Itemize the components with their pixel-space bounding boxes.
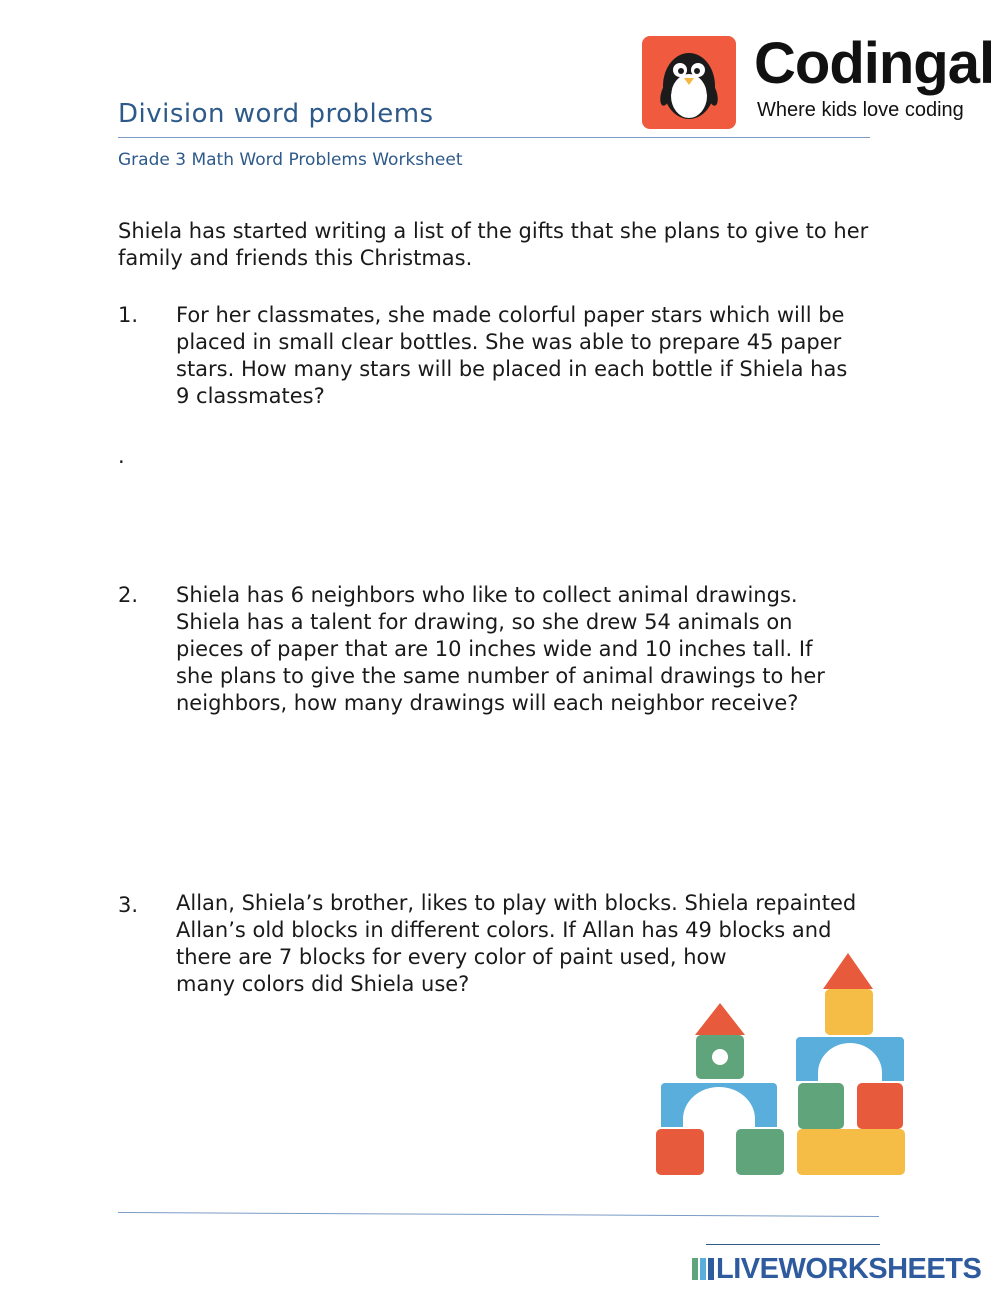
question-1-text: For her classmates, she made colorful paper stars which will be placed in small clear bottles. She was able to prepare 45 paper stars. How many stars will be placed in each bottle if Shiela has 9 classmates? bbox=[176, 303, 848, 408]
question-2-number: 2. bbox=[118, 583, 139, 607]
penguin-logo-icon bbox=[642, 36, 736, 129]
liveworksheets-logo-icon bbox=[692, 1258, 714, 1280]
question-3-number: 3. bbox=[118, 893, 139, 917]
page-subtitle: Grade 3 Math Word Problems Worksheet bbox=[118, 150, 463, 170]
page-title: Division word problems bbox=[118, 99, 434, 129]
right-roof-block bbox=[823, 953, 873, 989]
footer-divider bbox=[118, 1212, 879, 1217]
brand-tagline: Where kids love coding bbox=[757, 99, 964, 121]
watermark-rule bbox=[706, 1244, 880, 1245]
intro-paragraph: Shiela has started writing a list of the gifts that she plans to give to her family and friends this Christmas. bbox=[118, 219, 869, 270]
question-3-text: Allan, Shiela’s brother, likes to play with blocks. Shiela repainted Allan’s old blocks in different colors. If Allan has 49 blocks and there are 7 blocks for every color of paint used, how many colors did Shiela use? bbox=[176, 891, 857, 996]
answer-mark: . bbox=[118, 444, 125, 468]
left-green-base-block bbox=[736, 1129, 784, 1175]
right-yellow-base-block bbox=[797, 1129, 905, 1175]
right-red-block bbox=[857, 1083, 903, 1129]
right-green-block bbox=[798, 1083, 844, 1129]
left-red-block bbox=[656, 1129, 704, 1175]
question-2-text: Shiela has 6 neighbors who like to collect animal drawings. Shiela has a talent for drawing, so she drew 54 animals on pieces of paper that are 10 inches wide and 10 inches tall. If she plans to give the same number of animal drawings to her neighbors, how many drawings will each neighbor receive? bbox=[176, 583, 825, 715]
left-window bbox=[712, 1049, 728, 1065]
question-1-number: 1. bbox=[118, 303, 139, 327]
brand-name: Codingal bbox=[754, 31, 995, 96]
left-arch-block bbox=[661, 1083, 777, 1127]
right-yellow-top-block bbox=[825, 989, 873, 1035]
title-divider bbox=[118, 137, 870, 138]
liveworksheets-watermark: LIVEWORKSHEETS bbox=[716, 1253, 982, 1285]
toy-blocks-illustration bbox=[650, 945, 915, 1185]
left-roof-block bbox=[695, 1003, 745, 1035]
right-arch-block bbox=[796, 1037, 904, 1081]
